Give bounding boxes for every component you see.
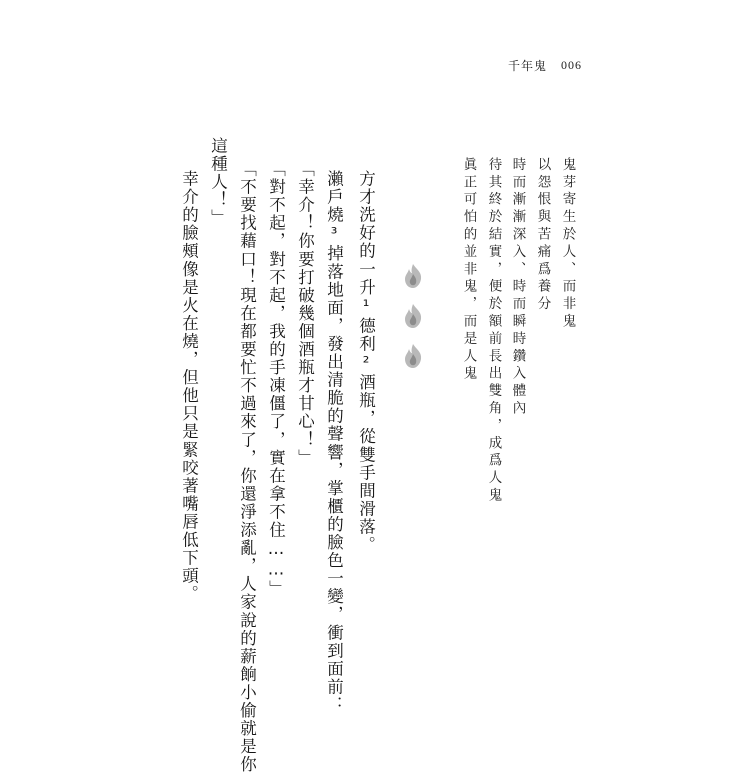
poem-line-4: 待其終於結實，便於額前長出雙角，成爲人鬼 [485,157,502,505]
prose-paragraph-1: 方才洗好的一升¹德利²酒瓶，從雙手間滑落。 [356,170,376,555]
page-number: 006 [561,58,582,72]
book-title: 千年鬼 [507,59,547,73]
flame-icon [402,343,424,369]
prose-dialogue-3: 「不要找藉口！現在都要忙不過來了，你還淨添亂，人家說的薪餉小偷就是你 [237,160,257,774]
prose-dialogue-1: 「幸介！你要打破幾個酒瓶才甘心！」 [295,160,315,467]
running-head [508,57,582,74]
flame-icon [402,263,424,289]
prose-dialogue-2: 「對不起，對不起，我的手凍僵了，實在拿不住……」 [266,160,286,599]
prose-dialogue-3-cont: 這種人！」 [208,137,228,228]
flame-icon [402,303,424,329]
poem-line-1: 鬼芽寄生於人、而非鬼 [559,157,576,331]
prose-paragraph-2: 瀨戶燒³掉落地面，發出清脆的聲響，掌櫃的臉色一變，衝到面前： [324,170,344,714]
poem-line-2: 以怨恨與苦痛爲養分 [534,157,551,314]
poem-line-3: 時而漸漸深入、時而瞬時鑽入體內 [509,157,526,418]
prose-paragraph-3: 幸介的臉頰像是火在燒，但他只是緊咬著嘴唇低下頭。 [179,170,199,604]
poem-line-5: 眞正可怕的並非鬼，而是人鬼 [460,157,477,384]
